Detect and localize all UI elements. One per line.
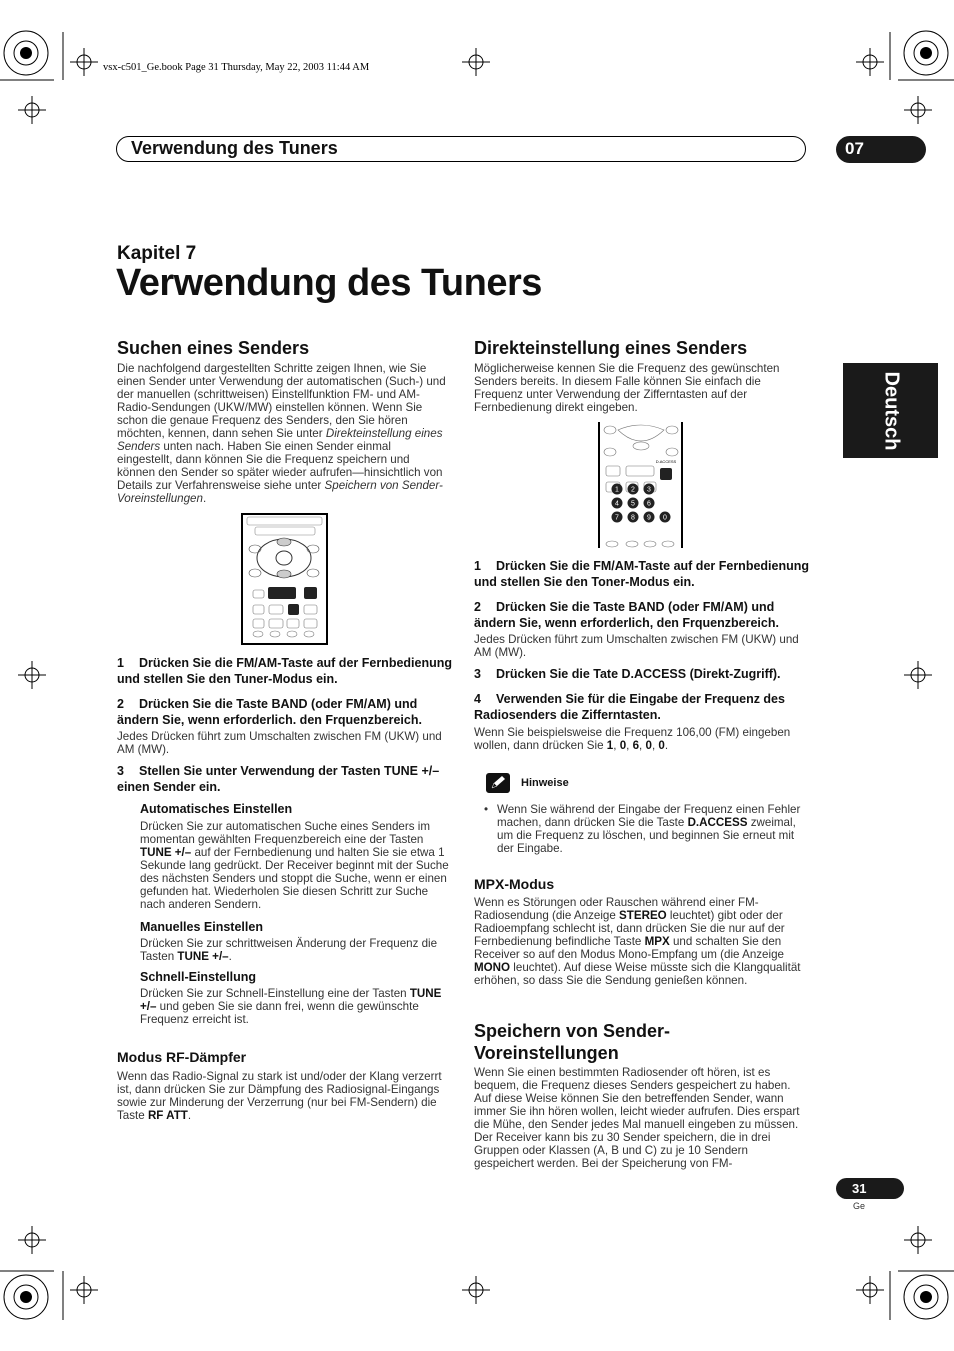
- digit-key-label: 8: [631, 514, 635, 522]
- chapter-label: Kapitel 7: [117, 243, 197, 264]
- digit-key-label: 3: [647, 486, 651, 494]
- bullet-mark: •: [484, 803, 489, 816]
- right-step-3: 3 Drücken Sie die Tate D.ACCESS (Direkt-Zugriff).: [474, 667, 781, 681]
- digit-key-label: 7: [615, 514, 619, 522]
- note-text: Wenn Sie während der Eingabe der Frequenz einen Fehler machen, dann drücken Sie die Taste D.ACCESS zweimal, um die Frequenz zu löschen, und beginnen Sie erneut mit der Eingabe.: [497, 803, 801, 855]
- right-step-2: 2 Drücken Sie die Taste BAND (oder FM/AM) und ändern Sie, wenn erforderlich, den Frquenzbereich.: [474, 600, 779, 630]
- digit-key-label: 2: [631, 486, 635, 494]
- book-info: vsx-c501_Ge.book Page 31 Thursday, May 22, 2003 11:44 AM: [103, 62, 370, 73]
- section-heading-suchen: Suchen eines Senders: [117, 338, 310, 358]
- left-step-3: 3 Stellen Sie unter Verwendung der Tasten TUNE +/– einen Sender ein.: [117, 764, 440, 794]
- digit-key-label: 0: [663, 514, 667, 522]
- direkteinstellung-intro: Möglicherweise kennen Sie die Frequenz des gewünschten Senders bereits. In diesem Falle können Sie einfach die Frequenz unter Verwendung der Zifferntasten auf der Fernbedienung direkt eingeben.: [474, 362, 780, 414]
- digit-key-label: 5: [631, 500, 635, 508]
- digit-key-label: 4: [615, 500, 619, 508]
- link-speichern: Speichern von Sender-Voreinstellungen: [117, 479, 443, 505]
- subheading-rf-daempfer: Modus RF-Dämpfer: [117, 1049, 247, 1065]
- rf-daempfer-body: Wenn das Radio-Signal zu stark ist und/oder der Klang verzerrt ist, dann drücken Sie zur Dämpfung des Radiosignal-Eingangs sowie zur Minderung der Verzerrung (nur bei FM-Sendern) die Taste RF ATT.: [117, 1070, 442, 1122]
- right-step-1: 1 Drücken Sie die FM/AM-Taste auf der Fernbedienung und stellen Sie den Toner-Modus ein.: [474, 559, 810, 589]
- note-label: Hinweise: [521, 777, 569, 789]
- page-title: Verwendung des Tuners: [116, 262, 542, 304]
- automatisch-body: Drücken Sie zur automatischen Suche eines Senders im momentan gewählten Frequenzbereich eine der Tasten TUNE +/– auf der Fernbedienung und halten Sie sie etwa 1 Sekunde lang gedrückt. Der Receiver beginnt mit der Suche des nächsten Senders und stoppt die Suche, wenn er einen gefunden hat. Wiederholen Sie diesen Schritt zur Suche nach anderen Sendern.: [140, 820, 449, 911]
- subheading-manuell: Manuelles Einstellen: [140, 920, 263, 934]
- link-direkteinstellung: Direkteinstellung eines Senders: [117, 427, 443, 453]
- pencil-note-icon: [486, 773, 510, 793]
- note-bullet-item: [484, 803, 809, 855]
- section-heading-speichern: Speichern von Sender- Voreinstellungen: [474, 1021, 671, 1063]
- left-step-2: 2 Drücken Sie die Taste BAND (oder FM/AM) und ändern Sie, wenn erforderlich. den Frquenzbereich.: [117, 697, 422, 727]
- page-number-badge: 31: [836, 1178, 904, 1199]
- manuell-body: Drücken Sie zur schrittweisen Änderung der Frequenz die Tasten TUNE +/–.: [140, 937, 438, 963]
- page-language-code: Ge: [853, 1201, 866, 1211]
- right-step-4-body: Wenn Sie beispielsweise die Frequenz 106,00 (FM) eingeben wollen, dann drücken Sie 1, 0, 6, 0, 0.: [474, 726, 791, 752]
- remote-control-illustration-tuner: [241, 513, 328, 645]
- chapter-number-badge: 07: [836, 136, 926, 163]
- speichern-body: Wenn Sie einen bestimmten Radiosender oft hören, ist es bequem, die Frequenz dieses Senders gespeichert zu haben. Auf diese Weise können Sie den betreffenden Sender, wann immer Sie ihn hören wollen, leicht wieder aufrufen. Dies erspart die Mühe, den Sender jedes Mal manuell eingeben zu müssen. Der Receiver kann bis zu 30 Sender speichern, die in drei Gruppen oder Klassen (A, B und C) zu je 10 Sendern gespeichert werden. Bei der Speicherung von FM-: [474, 1066, 800, 1170]
- schnell-body: Drücken Sie zur Schnell-Einstellung eine der Tasten TUNE +/– und geben Sie sie dann frei, wenn die gewünschte Frequenz erreicht ist.: [140, 987, 442, 1026]
- right-step-2-body: Jedes Drücken führt zum Umschalten zwischen FM (UKW) und AM (MW).: [474, 633, 799, 659]
- digit-key-label: 1: [615, 486, 619, 494]
- section-heading-direkteinstellung: Direkteinstellung eines Senders: [474, 338, 748, 358]
- remote-control-illustration-digits: [598, 422, 684, 548]
- language-tab-label: Deutsch: [880, 371, 903, 451]
- subheading-mpx-modus: MPX-Modus: [474, 876, 555, 892]
- subheading-schnell: Schnell-Einstellung: [140, 970, 256, 984]
- pencil-icon: [486, 773, 510, 793]
- left-step-1: 1 Drücken Sie die FM/AM-Taste auf der Fernbedienung und stellen Sie den Tuner-Modus ein.: [117, 656, 453, 686]
- language-tab: [843, 363, 938, 458]
- section-suchen-intro: Die nachfolgend dargestellten Schritte zeigen Ihnen, wie Sie einen Sender unter Verwendung der automatischen (Such-) und der manuellen (schrittweisen) Einstellfunktion FM- und AM-Radio-Sendungen (UKW/MW) einstellen können. Wenn Sie schon die genaue Frequenz des Senders, den Sie hören möchten, kennen, dann sehen Sie unter Direkteinstellung eines Senders unten nach. Haben Sie einen Sender einmal eingestellt, dann können Sie die Frequenz speichern und können den Sender so später wieder aufrufen—hinsichtlich von Details zur Verfahrensweise siehe unter Speichern von Sender-Voreinstellungen.: [117, 362, 446, 505]
- digit-key-label: 9: [647, 514, 651, 522]
- right-step-4: 4 Verwenden Sie für die Eingabe der Frequenz des Radiosenders die Zifferntasten.: [474, 692, 785, 722]
- header-title: Verwendung des Tuners: [131, 138, 338, 158]
- svg-text:D.ACCESS: D.ACCESS: [655, 459, 677, 464]
- left-step-2-body: Jedes Drücken führt zum Umschalten zwischen FM (UKW) und AM (MW).: [117, 730, 442, 756]
- digit-key-label: 6: [647, 500, 651, 508]
- subheading-automatisch: Automatisches Einstellen: [140, 802, 293, 816]
- mpx-body: Wenn es Störungen oder Rauschen während einer FM-Radiosendung (die Anzeige STEREO leuchtet) gibt oder der Radioempfang schlecht ist, dann drücken Sie die nur auf der Fernbedienung befindliche Taste MPX und schalten Sie den Receiver so auf den Modus Mono-Empfang um (die Anzeige MONO leuchtet). Auf diese Weise müsste sich die Klangqualität erhöhen, so dass Sie die Sendung genießen können.: [474, 896, 801, 987]
